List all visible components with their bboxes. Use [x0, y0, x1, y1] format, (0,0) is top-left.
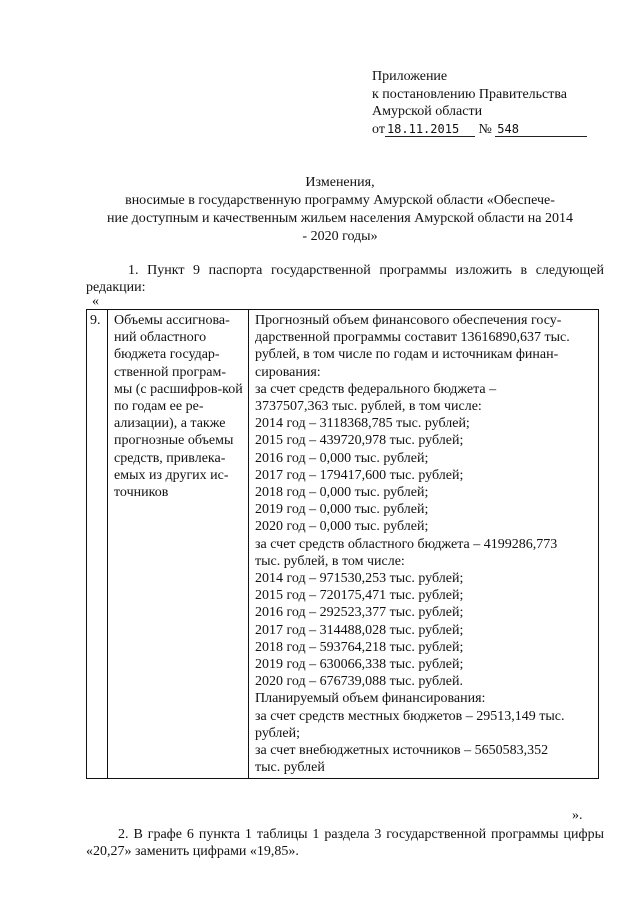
content-line: рублей; [255, 725, 300, 741]
content-line: 2017 год – 314488,028 тыс. рублей; [255, 622, 464, 638]
content-line: 2016 год – 0,000 тыс. рублей; [255, 450, 429, 466]
content-line: сирования: [255, 364, 321, 380]
appendix-region-line: Амурской области [372, 104, 483, 119]
content-line: за счет средств федерального бюджета – [255, 381, 497, 397]
appendix-decree-line: к постановлению Правительства [372, 86, 568, 102]
open-quote: « [92, 294, 99, 309]
appendix-header [372, 68, 587, 138]
content-line: Прогнозный объем финансового обеспечения госу- [255, 313, 562, 328]
passport-item-table [86, 309, 599, 779]
title-line-2: вносимые в государственную программу Амурской области «Обеспече- [125, 193, 555, 208]
content-line: 2014 год – 3118368,785 тыс. рублей; [255, 416, 470, 432]
content-line: за счет средств местных бюджетов – 29513,149 тыс. [255, 708, 565, 724]
title-line-1: Изменения, [305, 175, 375, 190]
paragraph-2: 2. В графе 6 пункта 1 таблицы 1 раздела 3 государственной программы цифры «20,27» заменить цифрами «19,85». [86, 827, 604, 859]
content-line: 2015 год – 439720,978 тыс. рублей; [255, 433, 464, 449]
content-line: 2020 год – 676739,088 тыс. рублей. [255, 674, 463, 690]
item-label-cell: Объемы ассигнова-ний областного бюджета государ-ственной програм-мы (с расшифров-кой по годам ее ре-ализации), а также прогнозные объемы средств, привлека-емых из других ис-точников [108, 310, 249, 779]
appendix-date-number-line [372, 121, 587, 139]
document-title [100, 174, 580, 246]
content-line: 2017 год – 179417,600 тыс. рублей; [255, 467, 464, 483]
content-line: рублей, в том числе по годам и источникам финан- [255, 347, 559, 363]
content-line: 2020 год – 0,000 тыс. рублей; [255, 519, 429, 535]
content-line: тыс. рублей, в том числе: [255, 553, 405, 569]
item-content-cell [249, 310, 599, 779]
content-line: дарственной программы составит 13616890,637 тыс. [255, 330, 570, 346]
content-line: 2019 год – 0,000 тыс. рублей; [255, 502, 429, 518]
content-line: тыс. рублей [255, 760, 325, 776]
title-line-4: - 2020 годы» [302, 229, 378, 244]
appendix-title: Приложение [372, 69, 448, 84]
content-line: за счет средств областного бюджета – 4199286,773 [255, 536, 558, 552]
number-prefix: № [478, 121, 492, 137]
decree-date: 18.11.2015 [385, 122, 475, 137]
content-line: за счет внебюджетных источников – 5650583,352 [255, 743, 549, 759]
item-number-cell: 9. [87, 310, 108, 779]
content-line: 2019 год – 630066,338 тыс. рублей; [255, 657, 464, 673]
content-line: Планируемый объем финансирования: [255, 691, 486, 707]
content-line: 2016 год – 292523,377 тыс. рублей; [255, 605, 464, 621]
title-line-3: ние доступным и качественным жильем населения Амурской области на 2014 [106, 211, 574, 226]
paragraph-1: 1. Пункт 9 паспорта государственной программы изложить в следующей редакции: [86, 263, 604, 295]
content-line: 2014 год – 971530,253 тыс. рублей; [255, 571, 464, 587]
date-prefix: от [372, 121, 385, 137]
close-quote: ». [572, 808, 583, 823]
content-line: 2018 год – 593764,218 тыс. рублей; [255, 639, 464, 655]
decree-number: 548 [495, 122, 587, 137]
content-line: 3737507,363 тыс. рублей, в том числе: [255, 399, 482, 415]
table-row [87, 310, 599, 779]
content-line: 2018 год – 0,000 тыс. рублей; [255, 485, 429, 501]
content-line: 2015 год – 720175,471 тыс. рублей; [255, 588, 464, 604]
